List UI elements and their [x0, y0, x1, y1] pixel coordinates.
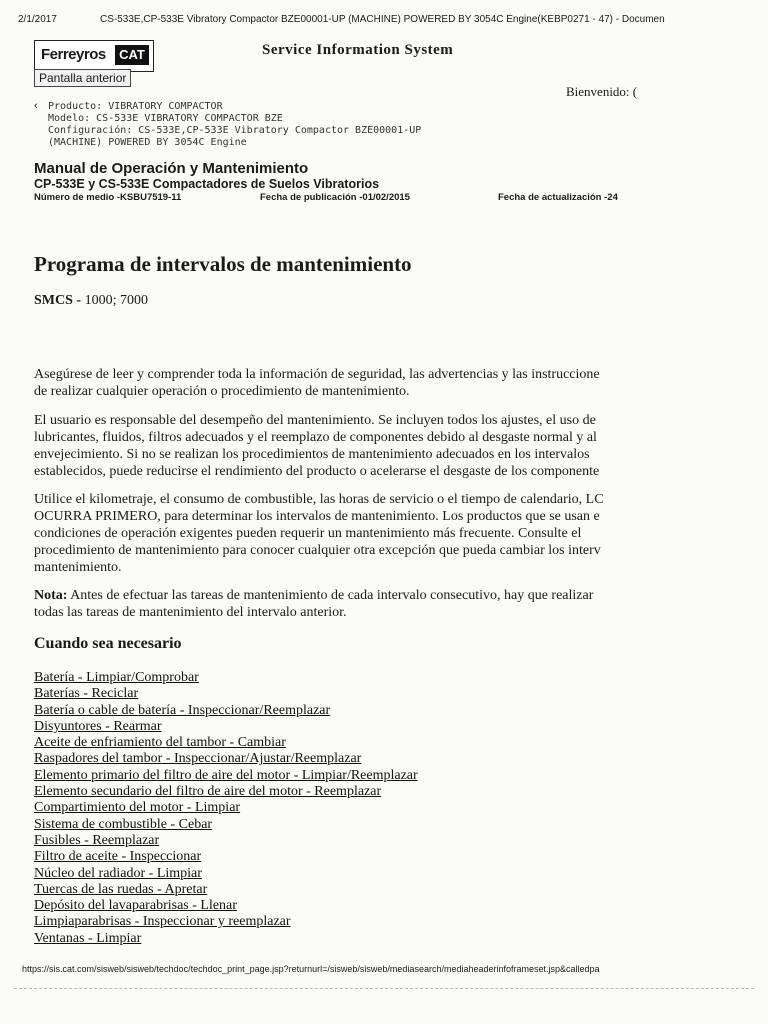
maintenance-link[interactable]: Limpiaparabrisas - Inspeccionar y reemplazar	[34, 914, 291, 930]
note-line: todas las tareas de mantenimiento del intervalo anterior.	[34, 605, 347, 620]
back-button[interactable]: Pantalla anterior	[34, 69, 131, 87]
paragraph-line: envejecimiento. Si no se realizan los procedimientos de mantenimiento adecuados en los intervalos	[34, 447, 590, 462]
print-header-title: CS-533E,CP-533E Vibratory Compactor BZE00001-UP (MACHINE) POWERED BY 3054C Engine(KEBP0271 - 47) - Documen	[100, 14, 665, 25]
configuration-line-2: (MACHINE) POWERED BY 3054C Engine	[48, 137, 247, 148]
list-item	[34, 931, 418, 947]
maintenance-link-list	[34, 670, 418, 947]
list-item	[34, 703, 418, 719]
maintenance-link[interactable]: Elemento secundario del filtro de aire del motor - Reemplazar	[34, 784, 382, 800]
paragraph-line: mantenimiento.	[34, 560, 122, 575]
list-item	[34, 898, 418, 914]
list-item	[34, 735, 418, 751]
maintenance-link[interactable]: Elemento primario del filtro de aire del motor - Limpiar/Reemplazar	[34, 767, 418, 783]
note-line	[34, 587, 593, 604]
maintenance-link[interactable]: Compartimiento del motor - Limpiar	[34, 800, 241, 816]
list-item	[34, 719, 418, 735]
cat-logo: CAT	[115, 45, 149, 65]
paragraph-line: OCURRA PRIMERO, para determinar los intervalos de mantenimiento. Los productos que se usan e	[34, 509, 600, 524]
maintenance-link[interactable]: Fusibles - Reemplazar	[34, 832, 160, 848]
list-item	[34, 866, 418, 882]
list-item	[34, 849, 418, 865]
page-heading: Programa de intervalos de mantenimiento	[34, 252, 412, 276]
paragraph-line: procedimiento de mantenimiento para conocer cualquier otra excepción que pueda cambiar los interv	[34, 543, 601, 558]
maintenance-link[interactable]: Batería o cable de batería - Inspeccionar/Reemplazar	[34, 702, 331, 718]
list-item	[34, 833, 418, 849]
maintenance-link[interactable]: Batería - Limpiar/Comprobar	[34, 670, 199, 685]
configuration-line: Configuración: CS-533E,CP-533E Vibratory Compactor BZE00001-UP	[48, 125, 422, 136]
list-item	[34, 882, 418, 898]
maintenance-link[interactable]: Filtro de aceite - Inspeccionar	[34, 849, 202, 865]
list-item	[34, 670, 418, 686]
dealer-logo	[34, 40, 154, 72]
list-item	[34, 768, 418, 784]
manual-title: Manual de Operación y Mantenimiento	[34, 160, 309, 177]
manual-subtitle: CP-533E y CS-533E Compactadores de Suelos Vibratorios	[34, 177, 380, 191]
maintenance-link[interactable]: Aceite de enfriamiento del tambor - Cambiar	[34, 735, 286, 751]
maintenance-link[interactable]: Ventanas - Limpiar	[34, 930, 142, 946]
list-item	[34, 914, 418, 930]
update-date: Fecha de actualización -24	[498, 192, 618, 203]
footer-url: https://sis.cat.com/sisweb/sisweb/techdoc/techdoc_print_page.jsp?returnurl=/sisweb/sisweb/mediasearch/mediaheaderinfoframeset.jsp&calledpa	[22, 964, 600, 974]
paragraph-line: Utilice el kilometraje, el consumo de combustible, las horas de servicio o el tiempo de calendario, LC	[34, 492, 604, 507]
list-item	[34, 751, 418, 767]
maintenance-link[interactable]: Raspadores del tambor - Inspeccionar/Ajustar/Reemplazar	[34, 751, 362, 767]
paragraph-line: establecidos, puede reducirse el rendimiento del producto o acelerarse el desgaste de los componente	[34, 464, 600, 479]
list-item	[34, 686, 418, 702]
maintenance-link[interactable]: Núcleo del radiador - Limpiar	[34, 865, 202, 881]
smcs-label: SMCS -	[34, 293, 85, 308]
list-item	[34, 800, 418, 816]
publication-date: Fecha de publicación -01/02/2015	[260, 192, 410, 203]
list-item	[34, 784, 418, 800]
model-line: Modelo: CS-533E VIBRATORY COMPACTOR BZE	[48, 113, 283, 124]
maintenance-link[interactable]: Tuercas de las ruedas - Apretar	[34, 881, 208, 897]
dealer-logo-text: Ferreyros	[41, 46, 106, 63]
page-divider	[14, 988, 754, 989]
smcs-code	[34, 293, 148, 309]
smcs-value: 1000; 7000	[84, 293, 148, 308]
media-number: Número de medio -KSBU7519-11	[34, 192, 182, 203]
maintenance-link[interactable]: Disyuntores - Rearmar	[34, 718, 162, 734]
paragraph-line: lubricantes, fluidos, filtros adecuados y el reemplazo de componentes debido al desgaste normal y al	[34, 430, 597, 445]
paragraph-line: condiciones de operación exigentes pueden requerir un mantenimiento más frecuente. Consulte el	[34, 526, 582, 541]
note-text: Antes de efectuar las tareas de mantenimiento de cada intervalo consecutivo, hay que realizar	[67, 588, 594, 603]
list-item	[34, 817, 418, 833]
chevron-left-icon[interactable]: ‹	[34, 100, 38, 112]
paragraph-line: Asegúrese de leer y comprender toda la información de seguridad, las advertencias y las instruccione	[34, 367, 600, 382]
print-date: 2/1/2017	[18, 14, 57, 25]
maintenance-link[interactable]: Depósito del lavaparabrisas - Llenar	[34, 898, 237, 914]
maintenance-link[interactable]: Baterías - Reciclar	[34, 686, 139, 702]
maintenance-link[interactable]: Sistema de combustible - Cebar	[34, 816, 213, 832]
paragraph-line: El usuario es responsable del desempeño del mantenimiento. Se incluyen todos los ajustes, el uso de	[34, 413, 596, 428]
welcome-text: Bienvenido: (	[566, 84, 638, 99]
note-label: Nota:	[34, 588, 68, 603]
system-title: Service Information System	[262, 42, 454, 58]
product-line: Producto: VIBRATORY COMPACTOR	[48, 101, 223, 112]
section-heading: Cuando sea necesario	[34, 635, 182, 652]
paragraph-line: de realizar cualquier operación o procedimiento de mantenimiento.	[34, 384, 410, 399]
